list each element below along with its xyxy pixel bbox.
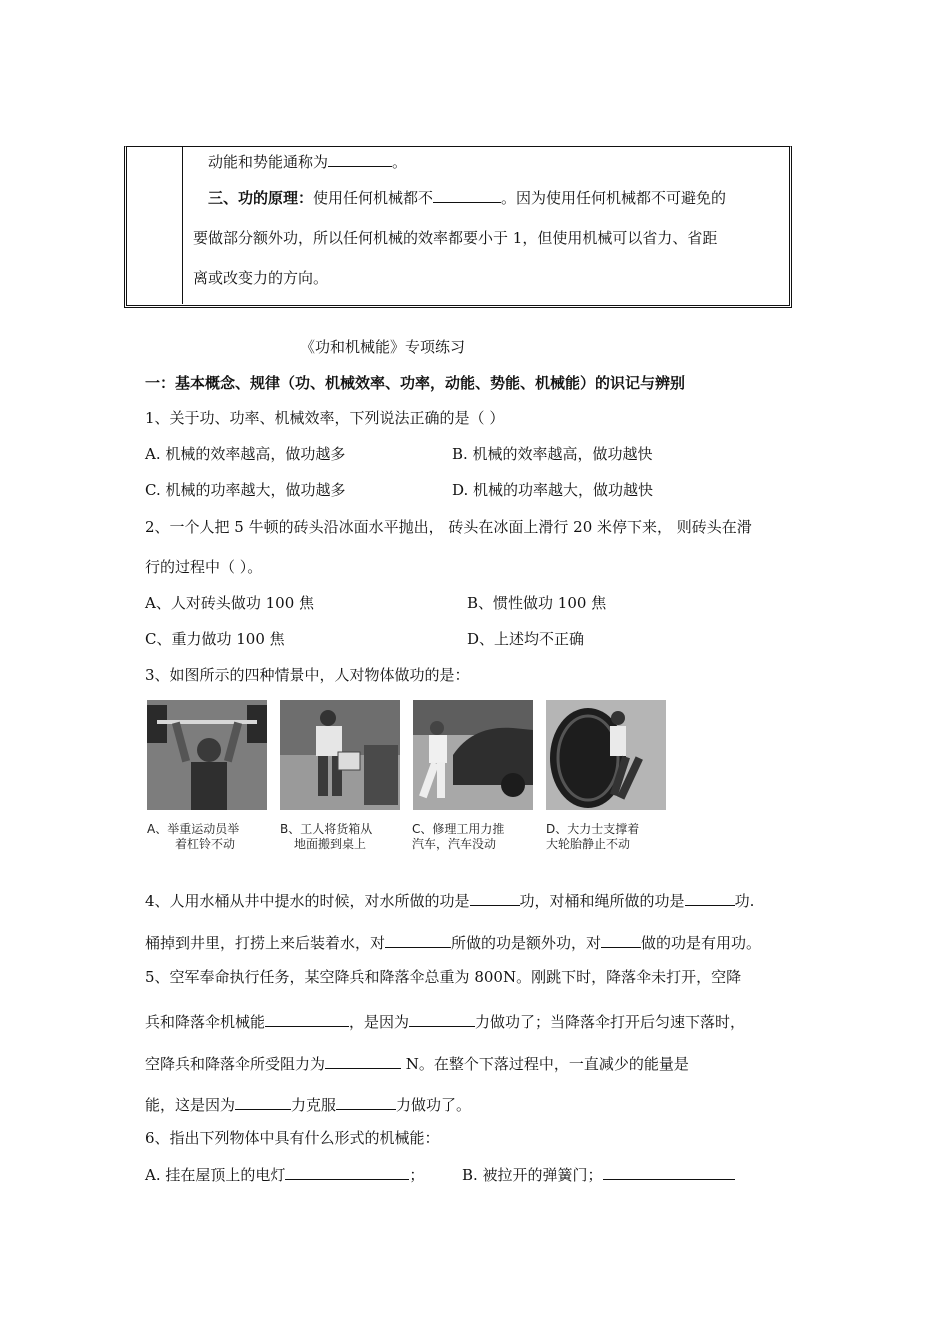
blank bbox=[328, 151, 392, 167]
q1-option-a: A. 机械的效率越高，做功越多 bbox=[145, 445, 346, 463]
q5-line3: 空降兵和降落伞所受阻力为 N。在整个下落过程中，一直减少的能量是 bbox=[145, 1055, 689, 1073]
blank bbox=[336, 1094, 396, 1110]
blank bbox=[235, 1094, 291, 1110]
caption-a: A、举重运动员举 着杠铃不动 bbox=[147, 822, 240, 851]
blank bbox=[265, 1011, 349, 1027]
q1-option-d: D. 机械的功率越大，做功越快 bbox=[452, 481, 654, 499]
q6-stem: 6、指出下列物体中具有什么形式的机械能： bbox=[145, 1129, 440, 1147]
caption-d: D、大力士支撑着 大轮胎静止不动 bbox=[546, 822, 640, 851]
blank bbox=[409, 1011, 475, 1027]
weightlifter-photo bbox=[147, 700, 267, 810]
q6-option-a: A. 挂在屋顶上的电灯 ； bbox=[145, 1166, 425, 1184]
q3-stem: 3、如图所示的四种情景中，人对物体做功的是： bbox=[145, 666, 470, 684]
caption-b: B、工人将货箱从 地面搬到桌上 bbox=[280, 822, 373, 851]
doc-title: 《功和机械能》专项练习 bbox=[300, 338, 466, 356]
blank bbox=[603, 1164, 735, 1180]
table-row-3: 要做部分额外功，所以任何机械的效率都要小于 1，但使用机械可以省力、省距 bbox=[193, 229, 718, 247]
q5-line4: 能，这是因为 力克服 力做功了。 bbox=[145, 1096, 472, 1114]
table-row-4: 离或改变力的方向。 bbox=[193, 269, 329, 287]
q2-stem-line1: 2、一个人把 5 牛顿的砖头沿冰面水平抛出， 砖头在冰面上滑行 20 米停下来， 则砖头在滑 bbox=[145, 518, 752, 536]
q2-option-d: D、上述均不正确 bbox=[467, 630, 585, 648]
q2-option-b: B、惯性做功 100 焦 bbox=[467, 594, 607, 612]
caption-c: C、修理工用力推 汽车，汽车没动 bbox=[412, 822, 505, 851]
q4-line2: 桶掉到井里，打捞上来后装着水，对 所做的功是额外功，对 做的功是有用功。 bbox=[145, 934, 762, 952]
section-heading: 一：基本概念、规律（功、机械效率、功率，动能、势能、机械能）的识记与辨别 bbox=[145, 374, 686, 392]
table-row-2: 三、功的原理：使用任何机械都不 。因为使用任何机械都不可避免的 bbox=[208, 189, 727, 207]
blank bbox=[685, 890, 735, 906]
q1-option-c: C. 机械的功率越大，做功越多 bbox=[145, 481, 346, 499]
q1-option-b: B. 机械的效率越高，做功越快 bbox=[452, 445, 653, 463]
blank bbox=[385, 932, 451, 948]
q6-option-b: B. 被拉开的弹簧门； bbox=[462, 1164, 735, 1185]
q1-stem: 1、关于功、功率、机械效率，下列说法正确的是（ ） bbox=[145, 409, 505, 427]
q4-line1: 4、人用水桶从井中提水的时候，对水所做的功是 功，对桶和绳所做的功是 功. bbox=[145, 892, 755, 910]
table-row-1: 动能和势能通称为 。 bbox=[208, 153, 408, 171]
blank bbox=[325, 1053, 401, 1069]
q2-stem-line2: 行的过程中（ ）。 bbox=[145, 558, 263, 576]
principle-label: 三、功的原理 bbox=[208, 189, 299, 207]
blank bbox=[470, 890, 520, 906]
blank bbox=[601, 932, 641, 948]
blank bbox=[433, 187, 501, 203]
worker-box-photo bbox=[280, 700, 400, 810]
q2-option-a: A、人对砖头做功 100 焦 bbox=[145, 594, 314, 612]
q2-option-c: C、重力做功 100 焦 bbox=[145, 630, 285, 648]
blank bbox=[285, 1164, 409, 1180]
table-divider bbox=[182, 146, 183, 304]
strongman-tire-photo bbox=[546, 700, 666, 810]
mechanic-car-photo bbox=[413, 700, 533, 810]
q5-line2: 兵和降落伞机械能 ，是因为 力做功了；当降落伞打开后匀速下落时， bbox=[145, 1013, 746, 1031]
q5-line1: 5、空军奉命执行任务，某空降兵和降落伞总重为 800N。刚跳下时，降落伞未打开，空降 bbox=[145, 968, 742, 986]
